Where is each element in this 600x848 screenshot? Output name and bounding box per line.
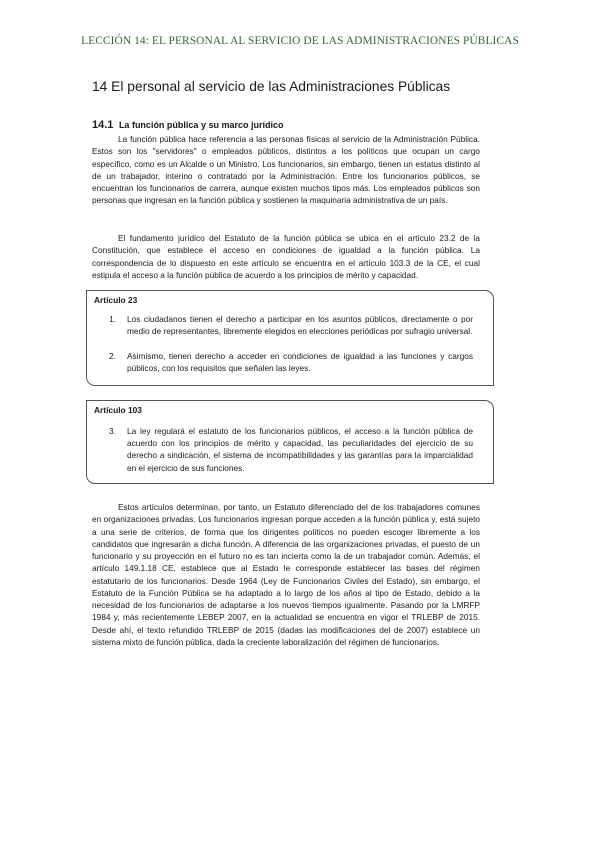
item-number: 2. xyxy=(109,351,116,361)
paragraph-statute-text: Estos artículos determinan, por tanto, un Estatuto diferenciado del de los trabajadores comunes en organizaciones privadas. Los funcionarios ingresan porque acceden a la función pública y, está sujeto a una serie de criterios, de forma que los dirigentes políticos no pueden escoger libremente a los candidatos que ingresarán a dicha función. A diferencia de las organizaciones privadas, el puesto de un funcionario y su proyección en el futuro no es tan incierta como la de un trabajador común. Además, el artículo 149.1.18 CE, establece que al Estado le corresponde establecer las bases del régimen estatutario de los funcionarios. Desde 1964 (Ley de Funcionarios Civiles del Estado), sin embargo, el Estatuto de la Función Pública se ha adaptado a lo largo de los años al tipo de Estado, debido a la necesidad de los funcionarios de adaptarse a los nuevos tiempos igualmente. Pasando por la LMRFP 1984 y, más recientemente LEBEP 2007, en la actualidad se encuentra en vigor el TRLEBP de 2015. Desde ahí, el texto refundido TRLEBP de 2015 (dadas las modificaciones del de 2007) establece un sistema mixto de función pública, dada la creciente laboralización del régimen de funcionarios. xyxy=(92,502,480,647)
section-number: 14.1 xyxy=(92,119,114,131)
section-heading xyxy=(92,119,512,131)
article-103-item xyxy=(109,425,473,474)
item-number: 3. xyxy=(109,426,116,436)
chapter-title: 14 El personal al servicio de las Administraciones Públicas xyxy=(92,79,451,94)
article-103-box xyxy=(86,400,494,484)
article-23-box xyxy=(86,290,494,386)
item-text: Los ciudadanos tienen el derecho a participar en los asuntos públicos, directamente o por medio de representantes, libremente elegidos en elecciones periódicas por sufragio universal. xyxy=(127,314,473,337)
item-number: 1. xyxy=(109,314,116,324)
article-23-heading: Artículo 23 xyxy=(94,295,138,305)
section-title: La función pública y su marco jurídico xyxy=(118,120,284,130)
paragraph-legal-basis xyxy=(92,232,480,281)
running-header: LECCIÓN 14: EL PERSONAL AL SERVICIO DE LAS ADMINISTRACIONES PÚBLICAS xyxy=(81,35,519,47)
item-text: La ley regulará el estatuto de los funcionarios públicos, el acceso a la función pública de acuerdo con los principios de mérito y capacidad, las peculiaridades del ejercicio de su derecho a sindicación, el sistema de incompatibilidades y las garantías para la imparcialidad en el ejercicio de sus funciones. xyxy=(127,426,473,473)
article-103-heading: Artículo 103 xyxy=(94,405,142,415)
article-23-item xyxy=(109,313,473,337)
paragraph-intro xyxy=(92,133,480,207)
paragraph-intro-text: La función pública hace referencia a las personas físicas al servicio de la Administración Pública. Estos son los "servidores" o empleados públicos, distintos a los políticos que ocupan un cargo específico, como es un Alcalde o un Ministro. Los funcionarios, sin embargo, tienen un estatus distinto al de un trabajador, interino o contratado por la Administración. Entre los funcionarios públicos, se encuentran los funcionarios de carrera, aunque existen muchos tipos más. Los empleados públicos son personas que ingresan en la función pública y sostienen la maquinaria administrativa de un país. xyxy=(92,134,480,206)
paragraph-legal-basis-text: El fundamento jurídico del Estatuto de la función pública se ubica en el artículo 23.2 de la Constitución, que establece el acceso en condiciones de igualdad a la función pública. La correspondencia de lo dispuesto en este artículo se encuentra en el artículo 103.3 de la CE, el cual estipula el acceso a la función pública de acuerdo a los principios de mérito y capacidad. xyxy=(92,233,480,280)
article-23-item xyxy=(109,350,473,374)
paragraph-statute xyxy=(92,501,480,648)
item-text: Asimismo, tienen derecho a acceder en condiciones de igualdad a las funciones y cargos públicos, con los requisitos que señalen las leyes. xyxy=(127,351,473,374)
